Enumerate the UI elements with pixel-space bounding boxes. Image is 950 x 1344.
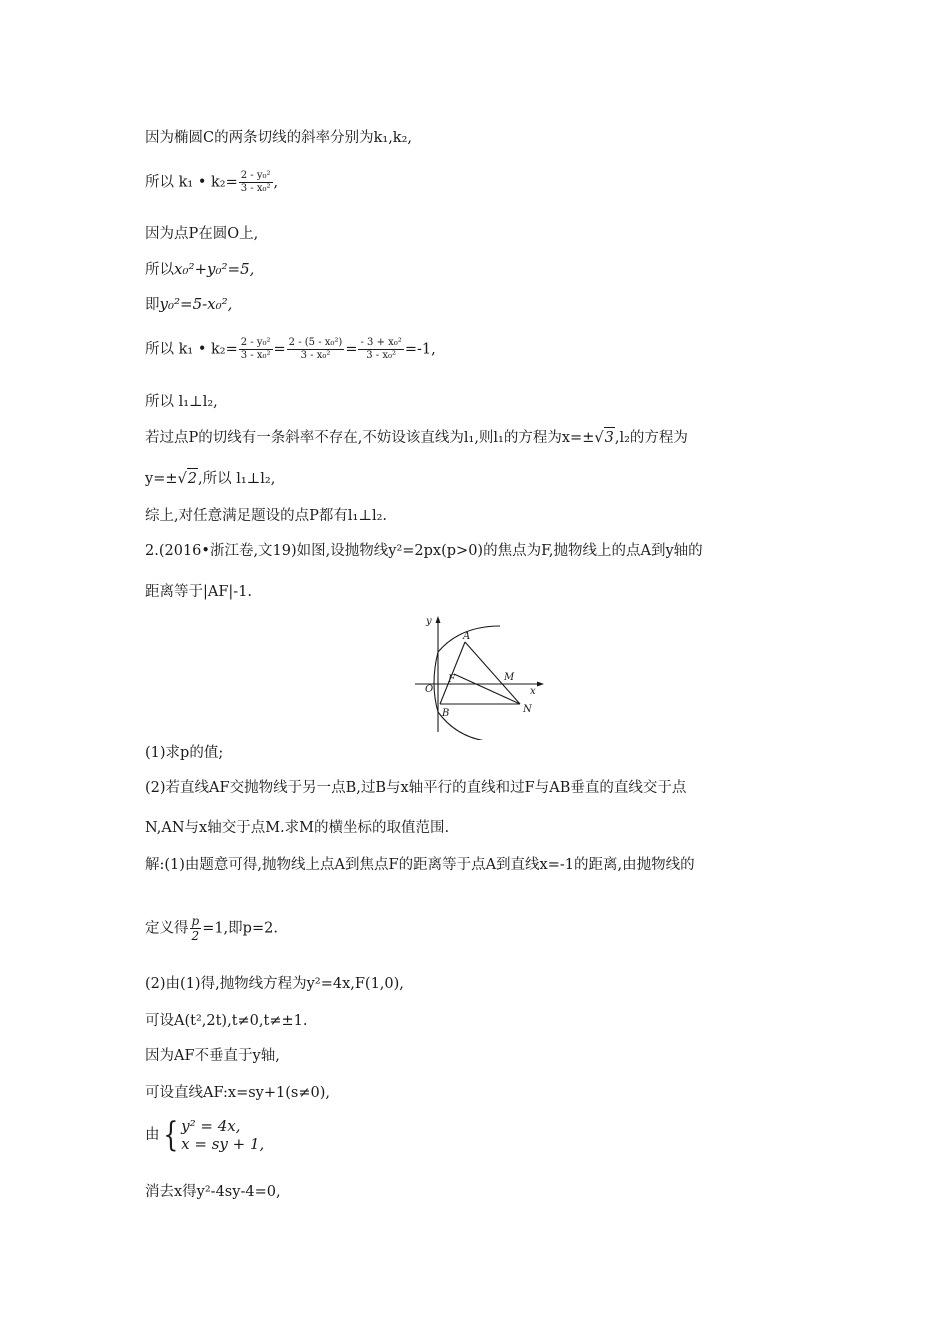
math-expression: y₀²=5-x₀²,	[159, 295, 233, 313]
origin-label: O	[425, 684, 434, 695]
text-line	[145, 294, 232, 315]
text-segment: 所以 k₁ • k₂=	[145, 174, 238, 191]
fraction-numerator: 2 - y₀²	[240, 170, 271, 181]
fraction	[287, 337, 345, 362]
sqrt-radicand: 3	[604, 427, 615, 448]
question-part: N,AN与x轴交于点M.求M的横坐标的取值范围.	[145, 820, 450, 836]
fraction	[239, 337, 273, 362]
text-segment: ,所以 l₁⊥l₂,	[197, 471, 276, 487]
solution-line: (2)由(1)得,抛物线方程为y²=4x,F(1,0),	[145, 976, 404, 992]
text-line-slopes-product-expanded: 所以 k₁ • k₂= $\frac{\text{2 - y₀²}}{\text{3 - x₀²}}$ = $\frac{\text{2 - (5 - x₀²)}}{\text{3 - x₀²}}$ = $\frac{\text{- 3 + x₀²}}{\text{3 - x₀²}}$ =-1,	[145, 337, 436, 361]
equation-system-line	[145, 1117, 264, 1153]
text-segment: ,	[273, 174, 279, 191]
text-line-slopes-product	[145, 170, 278, 195]
fraction-numerator: - 3 + x₀²	[360, 337, 402, 348]
text-segment: ,l₂的方程为	[614, 430, 688, 446]
fraction-denominator: 2	[191, 929, 200, 943]
question-part: (1)求p的值;	[145, 745, 224, 761]
brace: {	[162, 1115, 178, 1155]
text-segment: 所以 k₁ • k₂=	[145, 341, 238, 358]
fraction-numerator: 2 - (5 - x₀²)	[288, 337, 343, 348]
text-line: 若过点P的切线有一条斜率不存在,不妨设该直线为l₁,则l₁的方程为x=±√3,l₂的方程为	[145, 427, 688, 448]
text-segment: 由	[145, 1127, 160, 1143]
text-line	[145, 259, 254, 280]
fraction	[239, 170, 273, 195]
fraction-denominator: 3 - x₀²	[240, 350, 271, 361]
point-a-label: A	[463, 631, 471, 642]
x-axis-arrow	[537, 682, 544, 687]
solution-line: 可设直线AF:x=sy+1(s≠0),	[145, 1085, 330, 1101]
text-segment: 所以	[145, 262, 174, 278]
segment-ab	[440, 642, 465, 704]
text-segment: y=±	[145, 471, 178, 487]
sqrt-radicand: 2	[187, 468, 198, 489]
text-line: 因为椭圆C的两条切线的斜率分别为k₁,k₂,	[145, 130, 413, 146]
problem-statement: 距离等于|AF|-1.	[145, 584, 253, 600]
y-axis-label: y	[426, 616, 432, 627]
equation-system	[181, 1117, 264, 1153]
fraction-denominator: 3 - x₀²	[240, 183, 271, 194]
x-axis-label: x	[530, 686, 536, 697]
point-b-label: B	[442, 708, 450, 719]
equation: y² = 4x,	[181, 1117, 241, 1135]
fraction-denominator: 3 - x₀²	[366, 350, 397, 361]
solution-line	[145, 914, 278, 943]
problem-statement: 2.(2016•浙江卷,文19)如图,设抛物线y²=2px(p>0)的焦点为F,抛物线上的点A到y轴的	[145, 543, 703, 559]
question-part: (2)若直线AF交抛物线于另一点B,过B与x轴平行的直线和过F与AB垂直的直线交于点	[145, 780, 687, 796]
equation: x = sy + 1,	[181, 1135, 265, 1153]
solution-line: 消去x得y²-4sy-4=0,	[145, 1184, 281, 1200]
text-line: 综上,对任意满足题设的点P都有l₁⊥l₂.	[145, 508, 388, 524]
solution-line: 因为AF不垂直于y轴,	[145, 1048, 280, 1064]
y-axis-arrow	[436, 616, 441, 623]
point-n-label: N	[523, 704, 532, 715]
fraction-denominator: 3 - x₀²	[300, 350, 331, 361]
fraction-numerator: 2 - y₀²	[240, 337, 271, 348]
text-segment: =1,即p=2.	[202, 920, 278, 937]
text-segment: 即	[145, 297, 160, 313]
text-segment: 若过点P的切线有一条斜率不存在,不妨设该直线为l₁,则l₁的方程为x=±	[145, 430, 595, 446]
solution-line: 解:(1)由题意可得,抛物线上点A到焦点F的距离等于点A到直线x=-1的距离,由抛物线的	[145, 857, 695, 873]
fraction-numerator: p	[191, 914, 200, 928]
fraction	[190, 914, 202, 943]
text-segment: 定义得	[145, 920, 189, 937]
text-line: 因为点P在圆O上,	[145, 226, 259, 242]
math-expression: x₀²+y₀²=5,	[174, 260, 255, 278]
parabola-figure	[410, 612, 550, 740]
fraction	[358, 337, 403, 362]
point-m-label: M	[504, 672, 515, 683]
text-line: y=±√2,所以 l₁⊥l₂,	[145, 468, 275, 489]
text-line: 所以 l₁⊥l₂,	[145, 394, 218, 410]
parabola-curve	[434, 626, 500, 740]
text-segment: =-1,	[404, 341, 436, 358]
point-f-label: F	[448, 674, 455, 685]
solution-line: 可设A(t²,2t),t≠0,t≠±1.	[145, 1013, 308, 1029]
